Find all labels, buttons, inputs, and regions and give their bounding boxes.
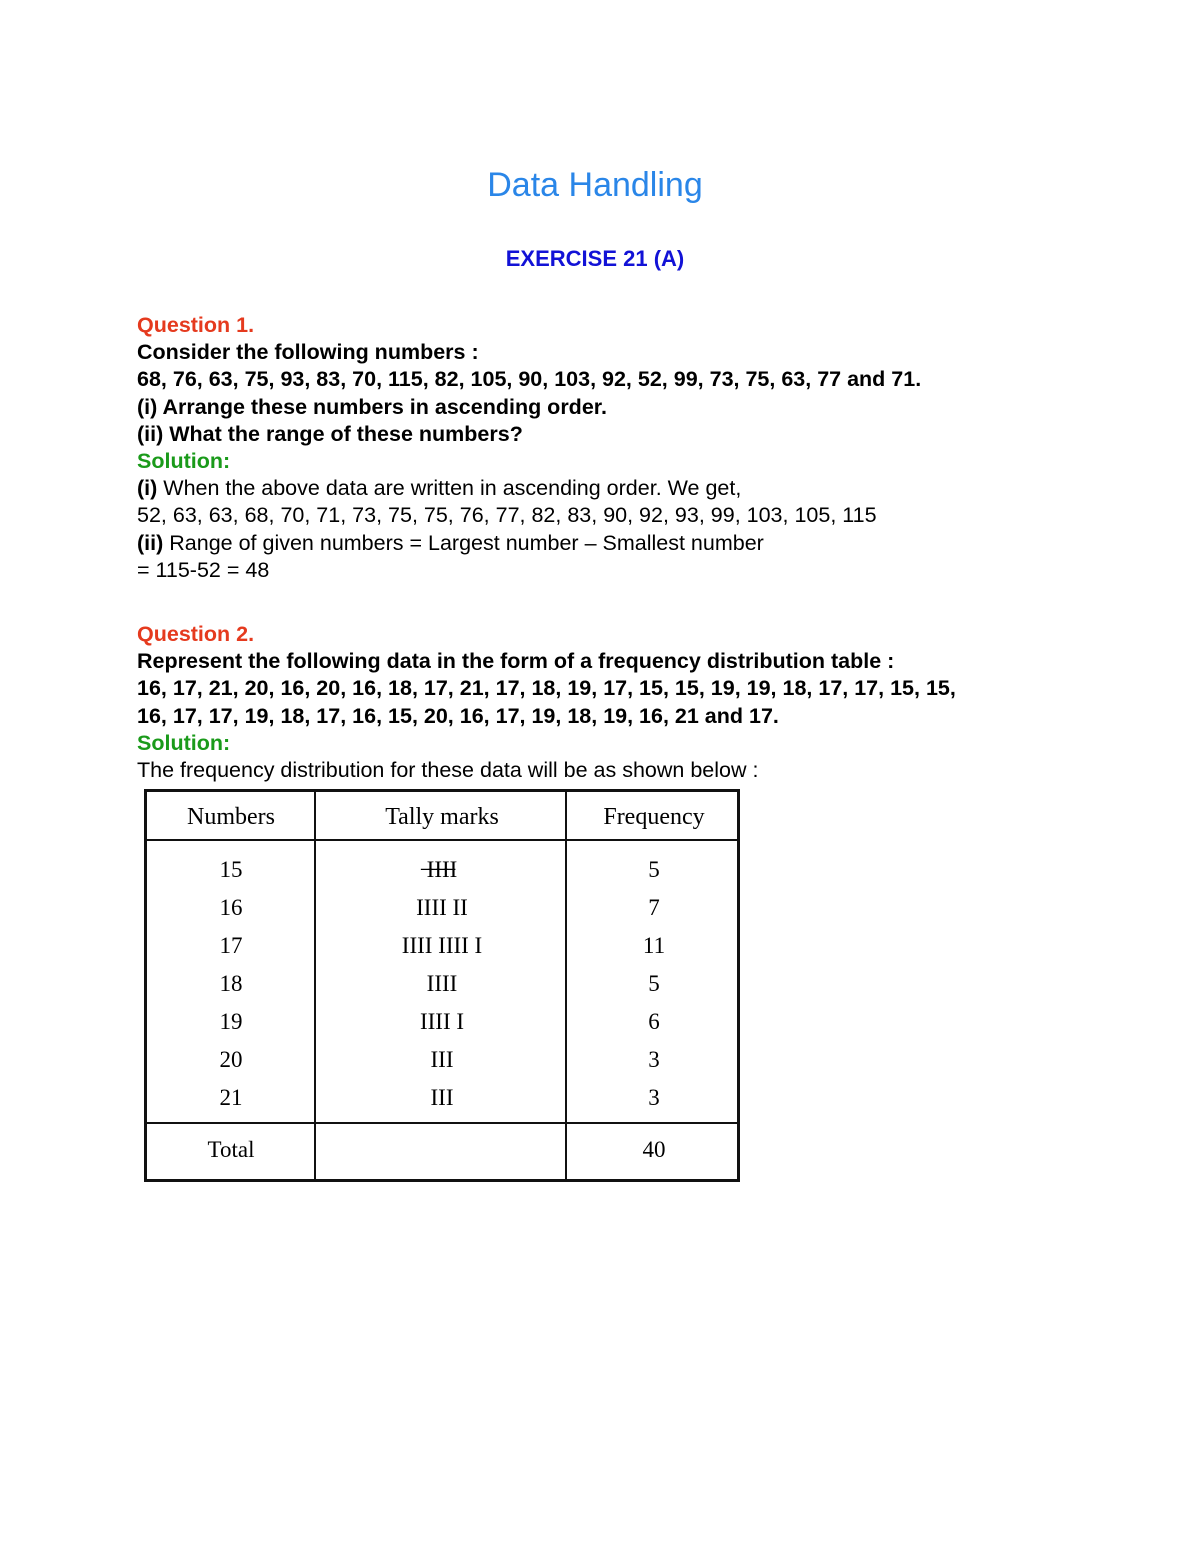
question-2 [137,621,1137,784]
row-tally-marks: ̶I̶I̶I̶I [426,857,458,882]
question-1 [137,312,1137,584]
row-frequency: 7 [648,895,660,920]
row-frequency: 5 [648,857,660,882]
solution-2-text: The frequency distribution for these data will be as shown below : [137,758,759,783]
part-i-label: (i) [137,476,158,501]
row-frequency: 3 [648,1085,660,1110]
question-1-line: (i) Arrange these numbers in ascending order. [137,394,607,419]
header-divider [147,839,737,841]
row-tally-marks: III [430,1047,454,1072]
solution-2-label: Solution: [137,730,231,755]
question-2-line: Represent the following data in the form of a frequency distribution table : [137,649,895,674]
question-2-line: 16, 17, 21, 20, 16, 20, 16, 18, 17, 21, 17, 18, 19, 17, 15, 15, 19, 19, 18, 17, 17, 15, 15, [137,676,956,701]
part-i-text: When the above data are written in ascending order. We get, [157,476,742,501]
question-1-line: Consider the following numbers : [137,340,479,365]
row-frequency: 5 [648,971,660,996]
row-tally-marks: III [430,1085,454,1110]
ascending-values: 52, 63, 63, 68, 70, 71, 73, 75, 75, 76, 77, 82, 83, 90, 92, 93, 99, 103, 105, 115 [137,503,877,528]
exercise-heading: EXERCISE 21 (A) [505,246,685,271]
row-tally-marks: IIII IIII I [401,933,483,958]
total-divider [147,1122,737,1124]
part-ii-label: (ii) [137,530,164,555]
solution-1-part-i [137,475,1137,502]
part-ii-text: Range of given numbers = Largest number – Smallest number [163,530,764,555]
row-number: 19 [219,1009,243,1034]
header-numbers: Numbers [187,804,275,830]
total-frequency: 40 [642,1137,666,1162]
row-tally-marks: IIII II [416,895,468,920]
question-1-line: (ii) What the range of these numbers? [137,421,523,446]
row-tally-marks: IIII I [419,1009,465,1034]
total-label: Total [207,1137,255,1162]
header-frequency: Frequency [603,804,705,830]
question-2-line: 16, 17, 17, 19, 18, 17, 16, 15, 20, 16, 17, 19, 18, 19, 16, 21 and 17. [137,703,779,728]
solution-1-part-ii [137,530,1137,557]
range-result: = 115-52 = 48 [137,557,270,582]
solution-1-label: Solution: [137,449,231,474]
row-frequency: 6 [648,1009,660,1034]
header-tally-marks: Tally marks [385,804,499,830]
row-number: 20 [219,1047,243,1072]
row-frequency: 3 [648,1047,660,1072]
row-number: 21 [219,1085,243,1110]
question-2-heading: Question 2. [137,622,255,646]
row-number: 18 [219,971,243,996]
row-tally-marks: IIII [426,971,458,996]
question-1-heading: Question 1. [137,313,255,337]
row-frequency: 11 [642,933,666,958]
row-number: 15 [219,857,243,882]
page-title: Data Handling [487,166,703,204]
frequency-table [144,789,740,1182]
row-number: 17 [219,933,243,958]
question-1-line: 68, 76, 63, 75, 93, 83, 70, 115, 82, 105, 90, 103, 92, 52, 99, 73, 75, 63, 77 and 71. [137,367,922,392]
row-number: 16 [219,895,243,920]
